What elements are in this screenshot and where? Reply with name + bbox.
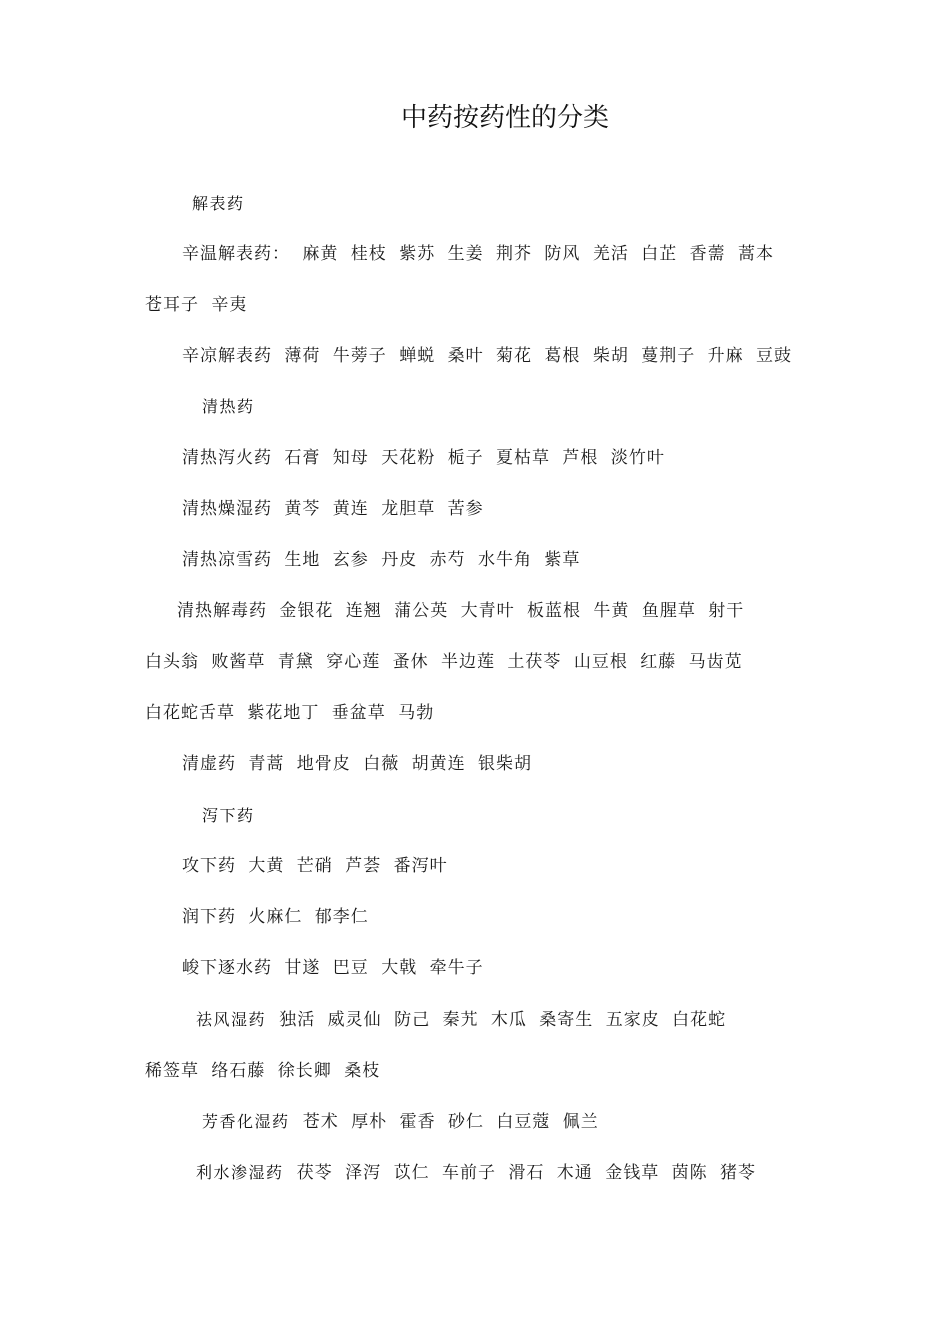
text-line: 清虚药 青蒿 地骨皮 白薇 胡黄连 银柴胡 bbox=[182, 754, 533, 774]
section-line-lishui bbox=[196, 1161, 756, 1185]
section-label: 利水渗湿药 bbox=[196, 1163, 284, 1182]
text-line: 稀签草 络石藤 徐长卿 桑枝 bbox=[145, 1061, 381, 1081]
text-line: 攻下药 大黄 芒硝 芦荟 番泻叶 bbox=[182, 856, 448, 876]
section-text: 茯苓 泽泻 苡仁 车前子 滑石 木通 金钱草 茵陈 猪苓 bbox=[296, 1163, 756, 1183]
text-line: 清热凉雪药 生地 玄参 丹皮 赤芍 水牛角 紫草 bbox=[182, 550, 581, 570]
section-heading-jiebiao: 解表药 bbox=[192, 194, 245, 213]
section-text: 独活 威灵仙 防己 秦艽 木瓜 桑寄生 五家皮 白花蛇 bbox=[279, 1010, 727, 1030]
section-line-fangxiang bbox=[202, 1110, 599, 1134]
text-line: 清热泻火药 石膏 知母 天花粉 栀子 夏枯草 芦根 淡竹叶 bbox=[182, 448, 665, 468]
document-title: 中药按药性的分类 bbox=[400, 103, 609, 133]
section-heading-qingre: 清热药 bbox=[202, 397, 255, 416]
text-line: 辛凉解表药 薄荷 牛蒡子 蝉蜕 桑叶 菊花 葛根 柴胡 蔓荆子 升麻 豆豉 bbox=[182, 346, 793, 366]
text-line: 苍耳子 辛夷 bbox=[145, 295, 248, 315]
section-heading-xiexia: 泻下药 bbox=[202, 806, 255, 825]
text-line: 清热解毒药 金银花 连翘 蒲公英 大青叶 板蓝根 牛黄 鱼腥草 射干 bbox=[177, 601, 745, 621]
section-label: 芳香化湿药 bbox=[202, 1112, 290, 1131]
text-line: 峻下逐水药 甘遂 巴豆 大戟 牵牛子 bbox=[182, 958, 484, 978]
text-line: 白头翁 败酱草 青黛 穿心莲 蚤休 半边莲 土茯苓 山豆根 红藤 马齿苋 bbox=[145, 652, 743, 672]
text-line: 清热燥湿药 黄芩 黄连 龙胆草 苦参 bbox=[182, 499, 484, 519]
text-line: 白花蛇舌草 紫花地丁 垂盆草 马勃 bbox=[145, 703, 435, 723]
text-line: 辛温解表药： 麻黄 桂枝 紫苏 生姜 荆芥 防风 羌活 白芷 香薷 蒿本 bbox=[182, 244, 775, 264]
text-line: 润下药 火麻仁 郁李仁 bbox=[182, 907, 369, 927]
section-line-qufengshi bbox=[196, 1008, 726, 1032]
section-text: 苍术 厚朴 霍香 砂仁 白豆蔻 佩兰 bbox=[302, 1112, 599, 1132]
section-label: 祛风湿药 bbox=[196, 1010, 267, 1029]
